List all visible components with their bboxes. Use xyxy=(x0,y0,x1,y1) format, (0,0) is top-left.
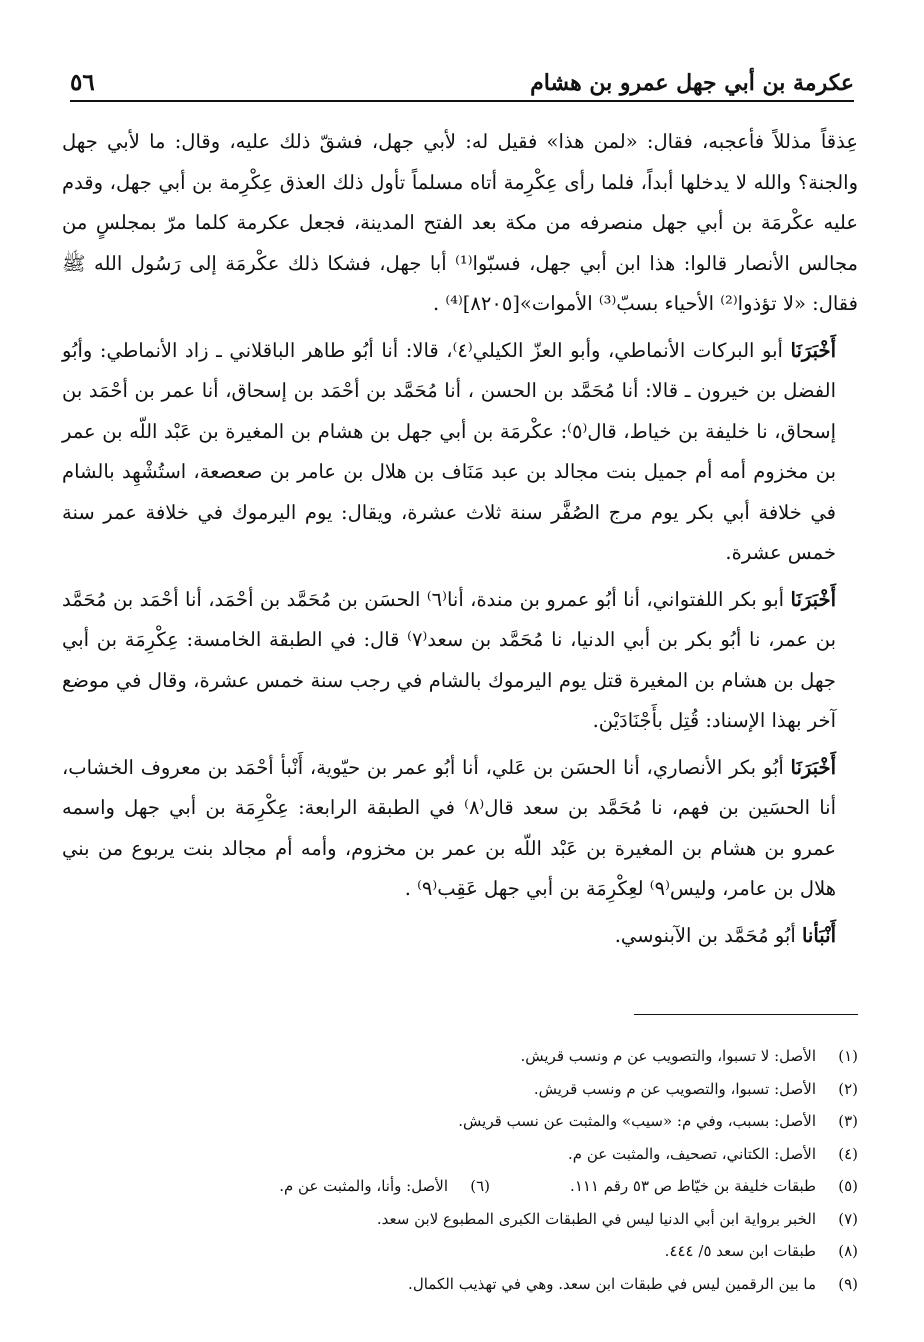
footnote-number: (٤) xyxy=(838,1144,858,1163)
footnote-text: الأصل: بسبب، وفي م: «سيب» والمثبت عن نسب قريش. xyxy=(458,1112,816,1130)
footnote-text: ما بين الرقمين ليس في طبقات ابن سعد. وهي في تهذيب الكمال. xyxy=(408,1274,816,1293)
paragraph-text: أبو بكر اللفتواني، أنا أبُو عمرو بن مندة، أنا⁽٦⁾ الحسَن بن مُحَمَّد بن أحْمَد، أنا أحْمَد بن مُحَمَّد بن عمر، نا أبُو بكر بن أبي الدنيا، نا مُحَمَّد بن سعد⁽٧⁾ قال: في الطبقة الخامسة: عِكْرِمَة بن أبي جهل بن هشام بن المغيرة قتل يوم اليرموك بالشام في رجب سنة خمس عشرة، وقال في موضع آخر بهذا الإسناد: قُتِل بأَجْنَادَيْن. xyxy=(62,587,837,732)
main-text xyxy=(62,122,858,956)
footnote-text: الأصل: لا تسبوا، والتصويب عن م ونسب قريش. xyxy=(520,1047,816,1065)
footnote xyxy=(70,1040,858,1073)
footnote-number: (٢) xyxy=(838,1079,858,1098)
footnote xyxy=(70,1235,858,1268)
page-number: ٥٦ xyxy=(70,69,95,96)
footnote-text: الخبر برواية ابن أبي الدنيا ليس في الطبقات الكبرى المطبوع لابن سعد. xyxy=(376,1209,816,1228)
footnote xyxy=(70,1170,858,1203)
footnote-text: الأصل: تسبوا، والتصويب عن م ونسب قريش. xyxy=(533,1079,816,1098)
footnote-number: (٨) xyxy=(838,1242,858,1260)
footnote xyxy=(70,1105,858,1138)
isnad-lead: أَخْبَرَنَا xyxy=(790,338,837,362)
footnote-text: طبقات خليفة بن خيّاط ص ٥٣ رقم ١١١. xyxy=(570,1177,816,1195)
paragraph-2 xyxy=(62,331,858,574)
footnote-text: الأصل: وأنا، والمثبت عن م. xyxy=(279,1177,449,1195)
paragraph-text: عِذقاً مذللاً فأعجبه، فقال: «لمن هذا» فقيل له: لأبي جهل، فشقّ ذلك عليه، وقال: ما لأبي جهل والجنة؟ والله لا يدخلها أبداً، فلما رأى عِكْرِمة أتاه مسلماً تأول ذلك العذق عِكْرِمة بن أبي جهل، وقدم عليه عكْرمَة بن أبي جهل منصرفه من مكة بعد الفتح المدينة، فجعل عكرمة كلما مرّ بمجلسٍ من مجالس الأنصار قالوا: هذا ابن أبي جهل، فسبّوا⁽¹⁾ أبا جهل، فشكا ذلك عكْرمَة إلى رَسُول الله ﷺ فقال: «لا تؤذوا⁽²⁾ الأحياء بسبّ⁽³⁾ الأموات»[٨٢٠٥]⁽⁴⁾ . xyxy=(62,130,858,315)
footnote-number: (١) xyxy=(838,1047,858,1065)
isnad-lead: أَنْبَأنا xyxy=(801,923,836,947)
isnad-lead: أَخْبَرَنَا xyxy=(790,755,837,779)
footnote xyxy=(70,1203,858,1236)
paragraph-text: أبو البركات الأنماطي، وأبو العزّ الكيلي⁽٤⁾، قالا: أنا أبُو طاهر الباقلاني ـ زاد الأنماطي: وأبُو الفضل بن خيرون ـ قالا: أنا مُحَمَّد بن الحسن ، أنا مُحَمَّد بن أحْمَد بن إسحاق، أنا عمر بن أحْمَد بن إسحاق، نا خليفة بن خياط، قال⁽٥⁾: عكْرمَة بن أبي جهل بن هشام بن المغيرة بن عَبْد اللّه بن عمر بن مخزوم أمه أم جميل بنت مجالد بن عبد مَنَاف بن هلال بن عامر بن صعصعة، استُشْهِد بالشام في خلافة أبي بكر يوم مرج الصُفَّر سنة ثلاث عشرة، ويقال: يوم اليرموك في خلافة عمر سنة خمس عشرة. xyxy=(62,338,836,564)
footnote-rule xyxy=(634,1014,858,1015)
footnote-number: (٣) xyxy=(838,1112,858,1130)
page-header xyxy=(70,62,854,96)
paragraph-1 xyxy=(62,122,858,325)
footnote-number: (٩) xyxy=(838,1274,858,1293)
paragraph-4 xyxy=(62,748,858,910)
paragraph-5 xyxy=(62,916,858,957)
paragraph-text: أبُو مُحَمَّد بن الآبنوسي. xyxy=(614,923,796,947)
paragraph-3 xyxy=(62,580,858,742)
footnote xyxy=(70,1073,858,1106)
footnotes xyxy=(70,1040,858,1300)
footnote-text: الأصل: الكتاني، تصحيف، والمثبت عن م. xyxy=(568,1144,816,1163)
isnad-lead: أَخْبَرَنَا xyxy=(790,587,837,611)
header-rule xyxy=(70,100,854,102)
paragraph-text: أبُو بكر الأنصاري، أنا الحسَن بن عَلي، أنا أبُو عمر بن حيّوية، أَنْبأ أحْمَد بن معروف الخشاب، أنا الحسَين بن فهم، نا مُحَمَّد بن سعد قال⁽٨⁾ في الطبقة الرابعة: عِكْرِمَة بن أبي جهل واسمه عمرو بن هشام بن المغيرة بن عَبْد اللّه بن عمر بن مخزوم، وأمه أم مجالد بنت يربوع من بني هلال بن عامر، وليس⁽٩⁾ لعِكْرِمَة بن أبي جهل عَقِب⁽٩⁾ . xyxy=(62,755,836,900)
footnote-number: (٦) xyxy=(470,1177,491,1195)
footnote-number: (٥) xyxy=(838,1177,858,1195)
footnote xyxy=(70,1138,858,1171)
footnote-text: طبقات ابن سعد ٥/ ٤٤٤. xyxy=(664,1242,816,1260)
running-title: عكرمة بن أبي جهل عمرو بن هشام xyxy=(530,70,854,96)
footnote xyxy=(70,1268,858,1301)
footnote-number: (٧) xyxy=(838,1209,858,1228)
